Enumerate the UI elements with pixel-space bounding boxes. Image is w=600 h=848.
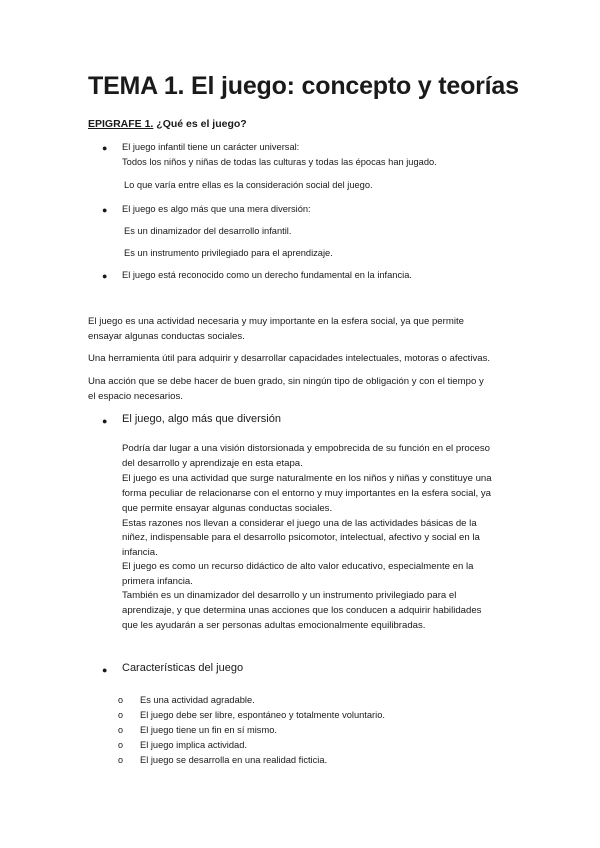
list-item: El juego implica actividad. — [140, 740, 247, 750]
list-item: El juego se desarrolla en una realidad ficticia. — [140, 755, 328, 765]
section-text-line: del desarrollo y aprendizaje en esta etapa. — [122, 458, 303, 469]
paragraph-line: Una acción que se debe hacer de buen grado, sin ningún tipo de obligación y con el tiempo y — [88, 376, 484, 387]
section-heading: Características del juego — [122, 662, 244, 674]
paragraph-line: ensayar algunas conductas sociales. — [88, 331, 245, 342]
list-item-note: Lo que varía entre ellas es la consideración social del juego. — [124, 180, 373, 190]
section-text-line: El juego es una actividad que surge naturalmente en los niños y niñas y constituye una — [122, 473, 492, 484]
list-item: El juego debe ser libre, espontáneo y totalmente voluntario. — [140, 710, 385, 720]
section-text-line: que les ayudarán a ser personas adultas emocionalmente equilibradas. — [122, 620, 426, 631]
section-text-line: primera infancia. — [122, 576, 193, 587]
section-text-line: Estas razones nos llevan a considerar el juego una de las actividades básicas de la — [122, 518, 477, 529]
section-text-line: forma peculiar de relacionarse con el entorno y muy importantes en la esfera social, ya — [122, 488, 492, 499]
circle-bullet-icon: o — [118, 695, 124, 705]
circle-bullet-icon: o — [118, 725, 124, 735]
bullet-icon: ● — [102, 665, 108, 675]
list-item-continuation: Todos los niños y niñas de todas las culturas y todas las épocas han jugado. — [122, 157, 437, 167]
bullet-icon: ● — [102, 205, 108, 215]
list-item: El juego infantil tiene un carácter universal: — [122, 142, 300, 152]
list-item: El juego es algo más que una mera diversión: — [122, 204, 311, 214]
section-text-line: El juego es como un recurso didáctico de alto valor educativo, especialmente en la — [122, 561, 474, 572]
epigrafe-heading — [88, 118, 247, 130]
section-text-line: aprendizaje, y que determina unas acciones que los conducen a adquirir habilidades — [122, 605, 482, 616]
circle-bullet-icon: o — [118, 710, 124, 720]
paragraph-line: El juego es una actividad necesaria y muy importante en la esfera social, ya que permite — [88, 316, 464, 327]
list-item: El juego tiene un fin en sí mismo. — [140, 725, 277, 735]
section-text-line: niñez, indispensable para el desarrollo psicomotor, intelectual, afectivo y social en la — [122, 532, 480, 543]
list-item: El juego está reconocido como un derecho fundamental en la infancia. — [122, 270, 412, 280]
section-text-line: que permite ensayar algunas conductas sociales. — [122, 503, 333, 514]
bullet-icon: ● — [102, 143, 108, 153]
circle-bullet-icon: o — [118, 740, 124, 750]
bullet-icon: ● — [102, 271, 108, 281]
list-item: Es una actividad agradable. — [140, 695, 255, 705]
list-subitem: Es un dinamizador del desarrollo infantil. — [124, 226, 292, 236]
section-text-line: También es un dinamizador del desarrollo y un instrumento privilegiado para el — [122, 590, 457, 601]
section-text-line: infancia. — [122, 547, 158, 558]
epigrafe-label: EPIGRAFE 1. — [88, 118, 154, 130]
section-heading: El juego, algo más que diversión — [122, 413, 281, 425]
circle-bullet-icon: o — [118, 755, 124, 765]
paragraph-line: el espacio necesarios. — [88, 391, 183, 402]
paragraph-line: Una herramienta útil para adquirir y desarrollar capacidades intelectuales, motoras o afectivas. — [88, 353, 491, 364]
list-subitem: Es un instrumento privilegiado para el aprendizaje. — [124, 248, 333, 258]
page-title: TEMA 1. El juego: concepto y teorías — [88, 72, 519, 100]
section-text-line: Podría dar lugar a una visión distorsionada y empobrecida de su función en el proceso — [122, 443, 490, 454]
epigrafe-question: ¿Qué es el juego? — [156, 118, 247, 130]
bullet-icon: ● — [102, 416, 108, 426]
